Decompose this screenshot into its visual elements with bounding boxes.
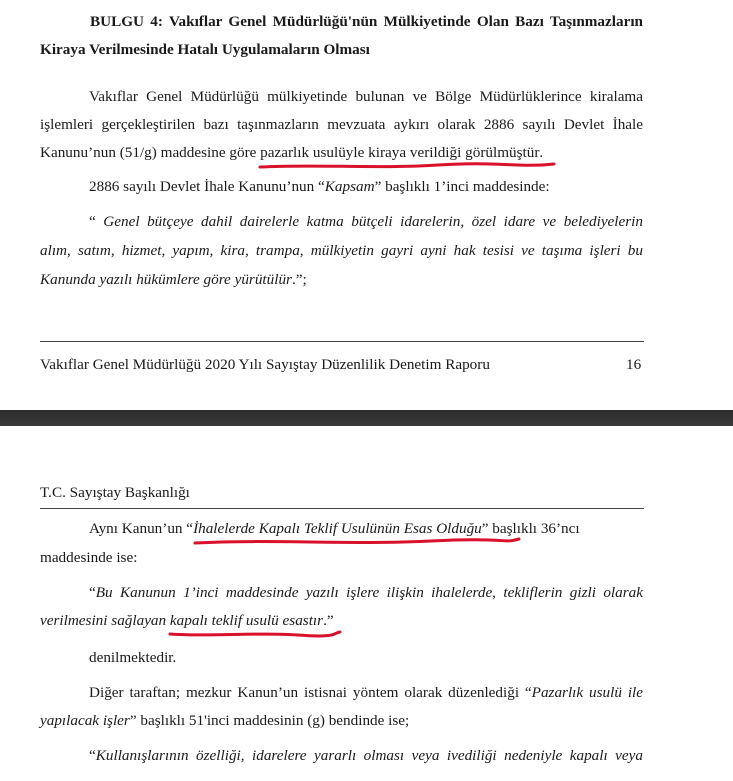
finding-heading-line-1 (90, 12, 643, 32)
body-text: 2886 sayılı Devlet İhale Kanunu’nun “ (89, 178, 325, 195)
page-number (626, 355, 641, 375)
footer-text: Vakıflar Genel Müdürlüğü 2020 Yılı Sayıştay Düzenlilik Denetim Raporu (40, 356, 490, 373)
paragraph-4 (89, 648, 176, 668)
body-text: Kanunu’nun (51/g) maddesine göre (40, 144, 261, 161)
red-underline-mark (258, 161, 558, 171)
italic-term: Kapsam (324, 178, 375, 195)
heading-text: BULGU 4: Vakıflar Genel Müdürlüğü'nün Mülkiyetinde Olan Bazı Taşınmazların (90, 13, 643, 30)
italic-term: yapılacak işler (40, 712, 130, 729)
quote-1-line-2 (40, 241, 643, 261)
page-number-text: 16 (626, 356, 642, 373)
paragraph-2 (89, 177, 550, 197)
finding-heading-line-2 (40, 40, 370, 60)
page-header (40, 483, 190, 503)
quote-text: Genel bütçeye dahil dairelerle katma bütçeli idarelerin, özel idare ve belediyelerin (103, 213, 643, 230)
red-underlined-phrase (260, 143, 539, 163)
quote-text: Kullanışlarının özelliği, idarelere yararlı olması veya ivediliği nedeniyle kapalı veya (95, 747, 643, 764)
paragraph-1-line-1 (89, 87, 643, 107)
body-text: ” başlıklı 1’inci maddesinde: (374, 178, 550, 195)
footer-divider (40, 341, 644, 342)
quote-1-line-1 (89, 212, 643, 232)
marked-text: pazarlık usulüyle kiraya verildiği görülmüştür (260, 144, 540, 161)
quote-text: verilmesini sağlayan (40, 612, 170, 629)
body-text: işlemleri gerçekleştirilen bazı taşınmazların mevzuata aykırı olarak 2886 sayılı Devlet İhale (40, 116, 643, 133)
body-text: denilmektedir. (89, 649, 177, 666)
quote-text: Kanunda yazılı hükümlere göre yürütülür (40, 271, 292, 288)
paragraph-5-line-2 (40, 711, 409, 731)
quote-3-line-1 (89, 746, 643, 766)
red-underline-mark (191, 537, 521, 547)
quote-mark: .”; (291, 271, 307, 288)
body-text: Aynı Kanun’un “ (89, 520, 194, 537)
quote-1-line-3 (40, 270, 307, 290)
italic-term: Pazarlık usulü ile (531, 684, 644, 701)
body-text: Vakıflar Genel Müdürlüğü mülkiyetinde bulunan ve Bölge Müdürlüklerince kiralama (89, 88, 643, 105)
red-underlined-phrase (193, 519, 482, 539)
red-underlined-phrase (170, 611, 323, 631)
paragraph-1-line-2 (40, 115, 643, 135)
body-text: ” başlıklı 51'inci maddesinin (g) bendinde ise; (129, 712, 410, 729)
paragraph-5-line-1 (89, 683, 643, 703)
marked-text: kapalı teklif usulü esastır (169, 612, 324, 629)
page-break-gap (0, 410, 733, 426)
quote-text: Bu Kanunun 1’inci maddesinde yazılı işlere ilişkin ihalelerde, tekliflerin gizli olarak (95, 584, 643, 601)
quote-mark: “ (89, 213, 104, 230)
paragraph-3-line-2 (40, 548, 137, 568)
body-text: maddesinde ise: (40, 549, 138, 566)
quote-2-line-2 (40, 611, 334, 631)
heading-text: Kiraya Verilmesinde Hatalı Uygulamaların Olması (40, 41, 370, 58)
quote-mark: .” (323, 612, 334, 629)
header-text: T.C. Sayıştay Başkanlığı (40, 484, 190, 501)
body-text: ” başlıklı 36’ncı (481, 520, 580, 537)
quote-mark: “ (89, 747, 96, 764)
quote-mark: “ (89, 584, 96, 601)
header-divider (40, 508, 644, 509)
page-footer (40, 355, 490, 375)
quote-2-line-1 (89, 583, 643, 603)
red-underline-mark (168, 629, 343, 639)
body-text: Diğer taraftan; mezkur Kanun’un istisnai yöntem olarak düzenlediği “ (89, 684, 532, 701)
paragraph-1-line-3 (40, 143, 543, 163)
body-text: . (539, 144, 544, 161)
marked-text: İhalelerde Kapalı Teklif Usulünün Esas Olduğu (193, 520, 482, 537)
quote-text: alım, satım, hizmet, yapım, kira, trampa, mülkiyetin gayri ayni hak tesisi ve taşıma işleri bu (40, 242, 643, 259)
document-page-bottom (0, 426, 733, 781)
paragraph-3-line-1 (89, 519, 580, 539)
